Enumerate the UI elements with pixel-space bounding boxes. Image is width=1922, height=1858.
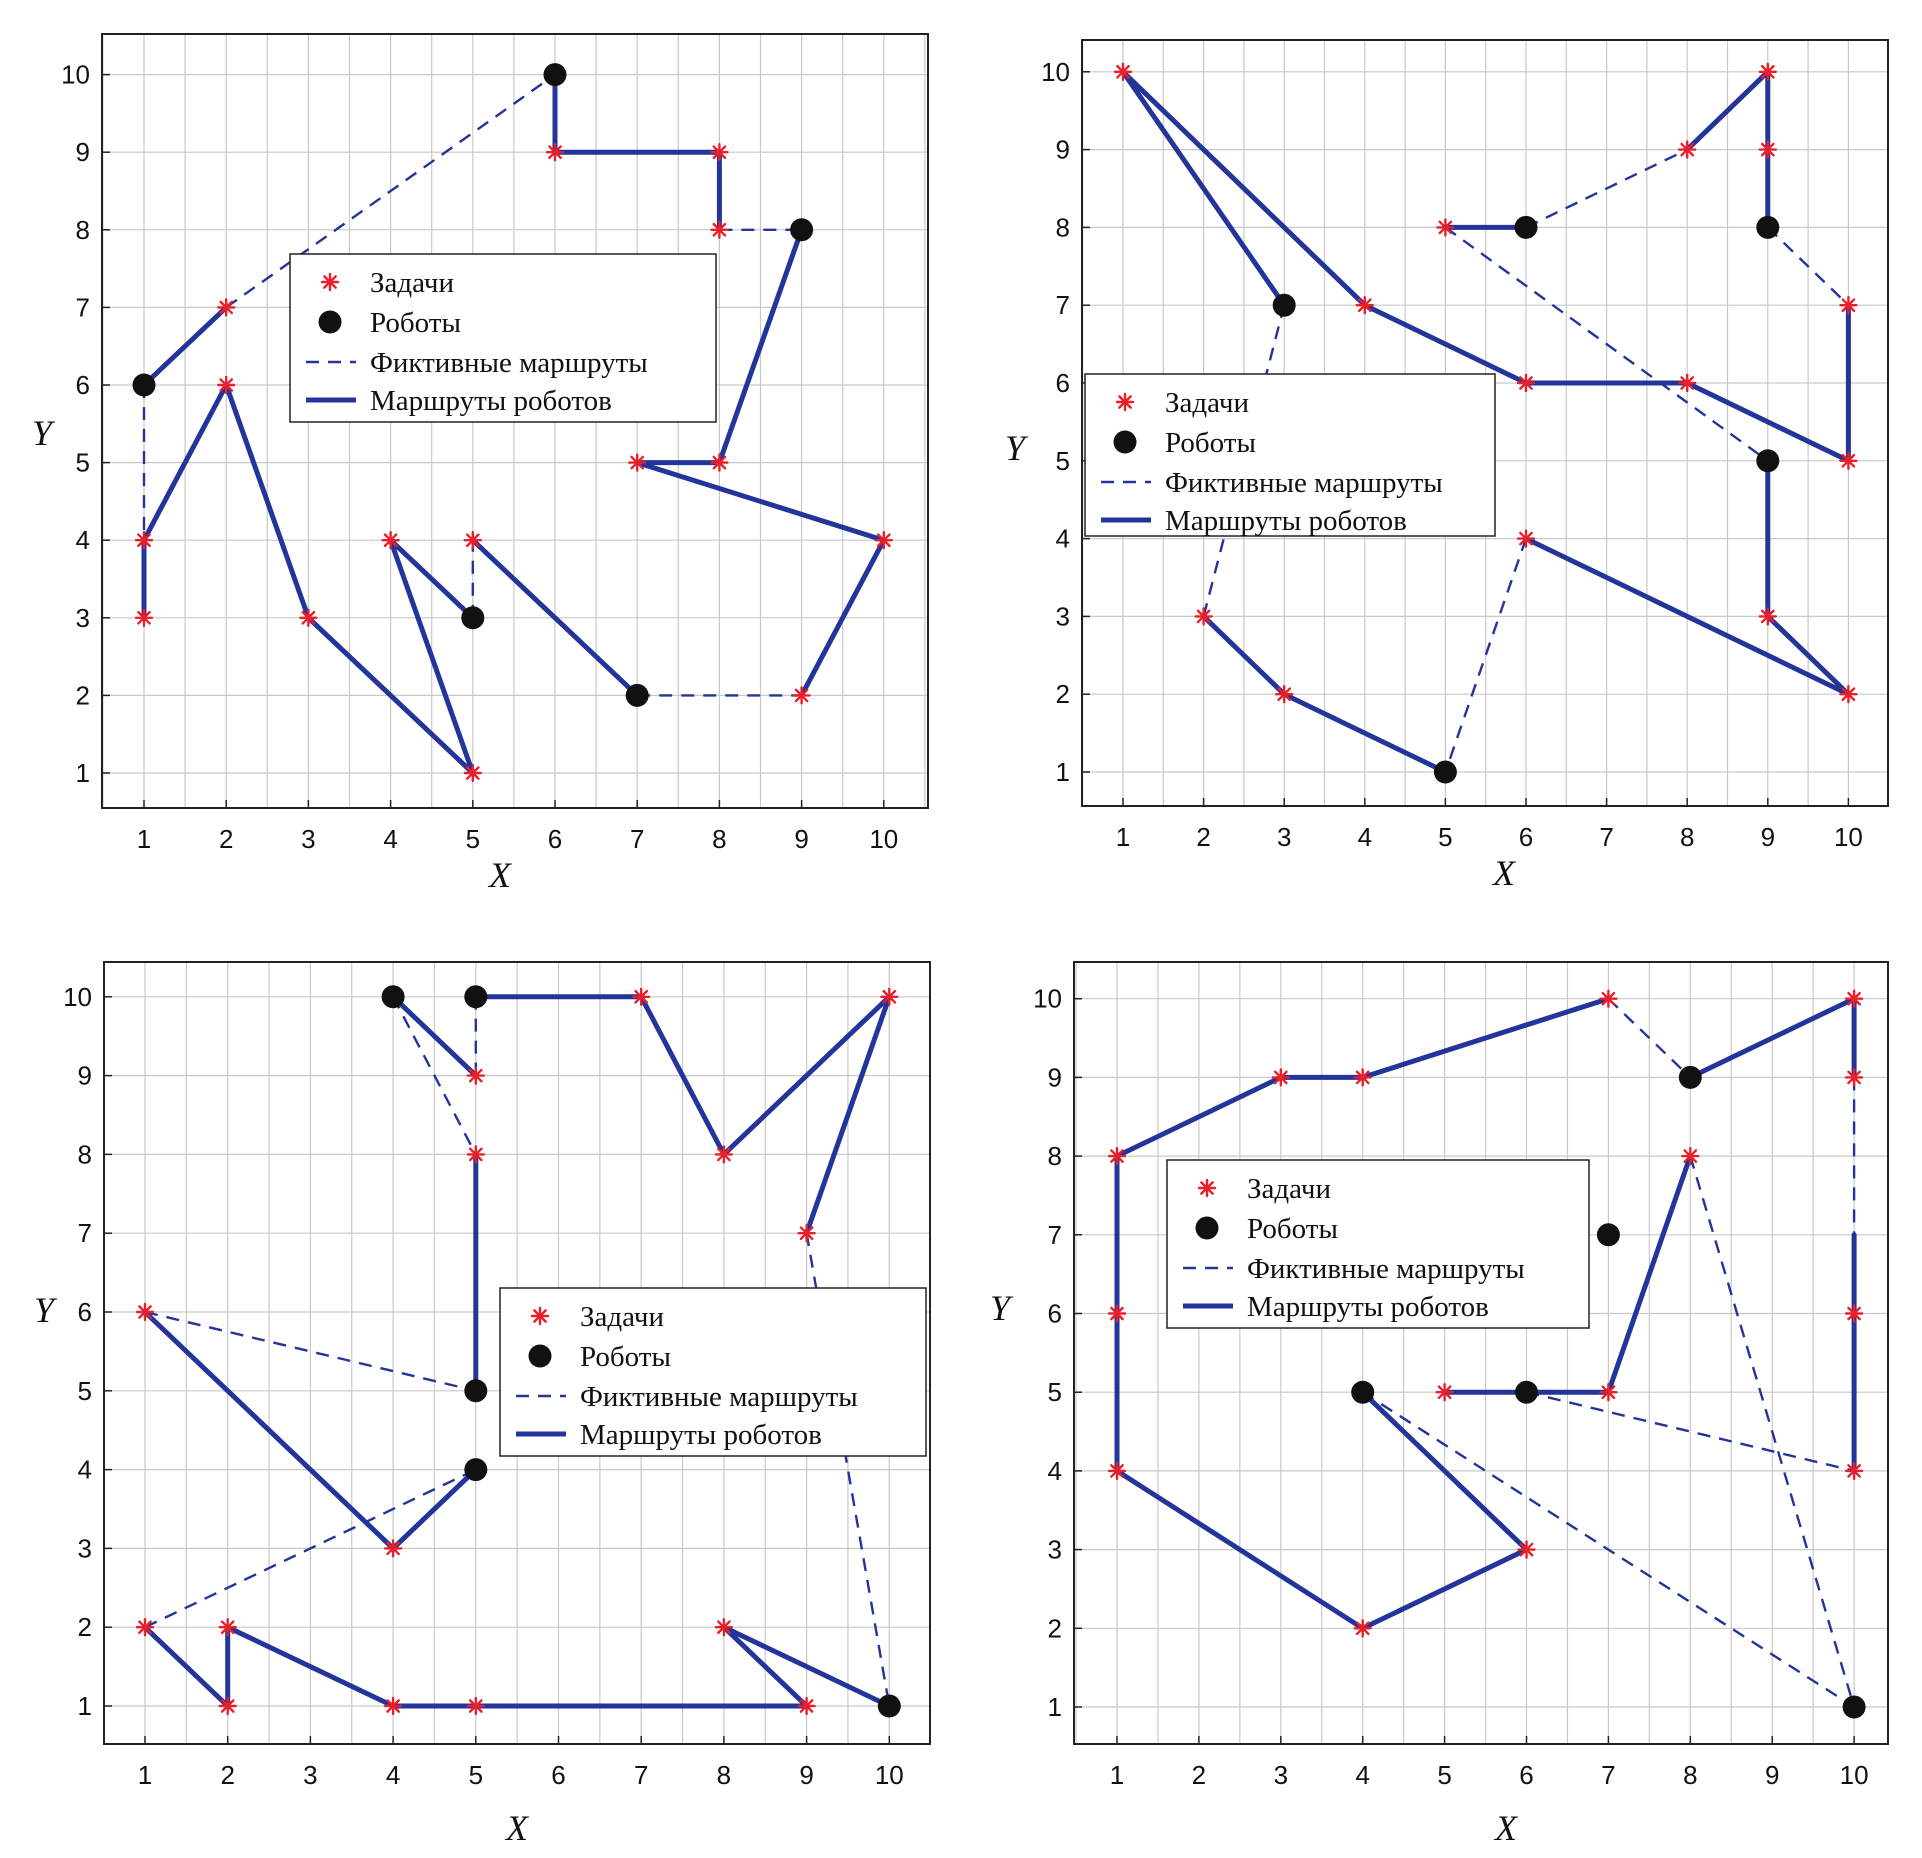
y-tick-label: 4: [77, 1454, 92, 1485]
y-tick-label: 1: [1055, 757, 1070, 787]
y-tick-label: 1: [77, 1691, 92, 1721]
chart-panel-4: [990, 962, 1888, 1848]
task-marker: [629, 455, 645, 471]
y-tick-label: 7: [77, 1218, 92, 1249]
x-tick-label: 3: [1276, 822, 1292, 852]
legend-task-symbol: [1117, 394, 1133, 410]
task-marker: [1760, 142, 1776, 158]
y-tick-label: 6: [1047, 1298, 1062, 1329]
task-marker: [1355, 1069, 1371, 1085]
task-marker: [136, 532, 152, 548]
task-marker: [1519, 1542, 1535, 1558]
x-tick-label: 2: [218, 824, 234, 854]
x-tick-label: 10: [1839, 1760, 1869, 1790]
task-marker: [1840, 686, 1856, 702]
task-marker: [385, 1698, 401, 1714]
legend-label-tasks: Задачи: [580, 1301, 664, 1333]
legend: [500, 1288, 926, 1456]
x-tick-label: 4: [1357, 822, 1373, 852]
task-marker: [1679, 142, 1695, 158]
legend-task-symbol: [322, 274, 338, 290]
x-tick-label: 10: [1833, 822, 1863, 852]
robot-marker: [382, 985, 405, 1008]
y-tick-label: 3: [1047, 1534, 1062, 1565]
robot-marker: [464, 1379, 487, 1402]
task-marker: [1846, 1463, 1862, 1479]
plot-frame: [1074, 962, 1888, 1744]
task-marker: [1760, 64, 1776, 80]
task-marker: [881, 989, 897, 1005]
x-tick-label: 10: [874, 1760, 904, 1790]
x-tick-label: 3: [303, 1760, 318, 1790]
task-marker: [711, 455, 727, 471]
legend-label-tasks: Задачи: [1165, 387, 1249, 419]
y-tick-label: 8: [1055, 212, 1070, 243]
task-marker: [1437, 1384, 1453, 1400]
robot-marker: [464, 1458, 487, 1481]
x-tick-label: 8: [716, 1760, 732, 1790]
y-tick-label: 5: [75, 447, 90, 478]
x-tick-label: 9: [1764, 1760, 1780, 1790]
robot-marker: [1434, 761, 1457, 784]
x-tick-label: 10: [869, 824, 899, 854]
x-tick-label: 9: [799, 1760, 814, 1790]
y-tick-label: 8: [1047, 1141, 1062, 1172]
task-marker: [1518, 531, 1534, 547]
robot-marker: [1515, 1381, 1538, 1404]
x-tick-label: 7: [629, 824, 645, 854]
robot-marker: [1843, 1696, 1866, 1719]
legend-label-robots: Роботы: [580, 1341, 671, 1373]
task-marker: [794, 687, 810, 703]
task-marker: [547, 144, 563, 160]
x-tick-label: 9: [1760, 822, 1776, 852]
task-marker: [1846, 991, 1862, 1007]
x-tick-label: 6: [1519, 1760, 1534, 1790]
legend-label-tasks: Задачи: [1247, 1173, 1331, 1205]
y-tick-label: 7: [1047, 1219, 1062, 1250]
y-tick-label: 6: [77, 1297, 92, 1327]
task-marker: [1276, 686, 1292, 702]
y-tick-label: 7: [75, 292, 90, 323]
y-tick-label: 4: [75, 525, 90, 556]
task-marker: [1115, 64, 1131, 80]
task-marker: [1437, 219, 1453, 235]
task-marker: [1109, 1306, 1125, 1322]
y-tick-label: 9: [1047, 1062, 1062, 1093]
x-tick-label: 5: [1438, 822, 1453, 852]
x-tick-label: 3: [301, 824, 316, 854]
task-marker: [137, 1619, 153, 1635]
y-tick-label: 2: [75, 680, 90, 711]
task-marker: [465, 532, 481, 548]
robot-marker: [878, 1695, 901, 1718]
y-axis-title: Y: [33, 1290, 55, 1330]
legend-robot-symbol: [529, 1345, 552, 1368]
y-tick-label: 7: [1055, 290, 1070, 321]
robot-marker: [626, 684, 649, 707]
x-tick-label: 5: [465, 824, 481, 854]
task-marker: [716, 1619, 732, 1635]
chart-panel-2: [1005, 40, 1888, 893]
legend-label-routes: Маршруты роботов: [370, 385, 612, 417]
x-tick-label: 2: [220, 1760, 235, 1790]
x-axis-title: X: [489, 855, 511, 895]
legend-robot-symbol: [1114, 431, 1137, 454]
x-tick-label: 8: [712, 824, 727, 854]
task-marker: [1355, 1620, 1371, 1636]
x-tick-label: 1: [136, 824, 152, 854]
legend-label-routes: Маршруты роботов: [1165, 505, 1407, 537]
x-tick-label: 4: [383, 824, 398, 854]
legend-task-symbol: [1199, 1180, 1215, 1196]
legend-robot-symbol: [319, 311, 342, 334]
y-tick-label: 9: [1055, 134, 1070, 165]
y-tick-label: 10: [1041, 56, 1070, 87]
task-marker: [218, 377, 234, 393]
y-tick-label: 1: [75, 758, 90, 788]
x-tick-label: 9: [794, 824, 809, 854]
robot-marker: [1597, 1223, 1620, 1246]
robot-marker: [464, 985, 487, 1008]
legend: [1085, 374, 1495, 537]
task-marker: [218, 299, 234, 315]
x-axis-title: X: [1493, 853, 1515, 893]
x-tick-label: 6: [551, 1760, 566, 1790]
x-tick-label: 1: [1115, 822, 1131, 852]
y-tick-label: 6: [1055, 368, 1070, 398]
task-marker: [383, 532, 399, 548]
y-tick-label: 2: [1055, 679, 1070, 710]
legend-label-routes: Маршруты роботов: [1247, 1291, 1489, 1323]
task-marker: [711, 222, 727, 238]
chart-panel-3: [34, 962, 930, 1848]
x-tick-label: 5: [468, 1760, 484, 1790]
legend-label-routes: Маршруты роботов: [580, 1419, 822, 1451]
robot-marker: [1351, 1381, 1374, 1404]
task-marker: [220, 1698, 236, 1714]
legend: [290, 254, 716, 422]
x-tick-label: 6: [1518, 822, 1534, 852]
y-tick-label: 1: [1047, 1692, 1062, 1722]
x-tick-label: 6: [547, 824, 563, 854]
legend-task-symbol: [532, 1308, 548, 1324]
legend-label-fictive: Фиктивные маршруты: [580, 1381, 858, 1413]
task-marker: [468, 1068, 484, 1084]
robot-marker: [1273, 294, 1296, 317]
y-tick-label: 3: [77, 1533, 92, 1564]
task-marker: [716, 1146, 732, 1162]
y-tick-label: 9: [75, 137, 90, 168]
x-axis-title: X: [506, 1808, 528, 1848]
x-axis-title: X: [1495, 1808, 1517, 1848]
robot-marker: [790, 218, 813, 241]
legend-label-robots: Роботы: [370, 307, 461, 339]
y-tick-label: 3: [1055, 601, 1070, 632]
task-marker: [1600, 1384, 1616, 1400]
x-tick-label: 7: [633, 1760, 649, 1790]
chart-panel-1: [32, 34, 928, 895]
y-tick-label: 5: [77, 1375, 92, 1406]
y-axis-title: Y: [31, 413, 53, 453]
task-marker: [1196, 608, 1212, 624]
task-marker: [633, 989, 649, 1005]
task-marker: [220, 1619, 236, 1635]
y-tick-label: 8: [75, 214, 90, 245]
x-tick-label: 7: [1599, 822, 1614, 852]
legend-label-robots: Роботы: [1165, 427, 1256, 459]
task-marker: [799, 1698, 815, 1714]
y-tick-label: 5: [1047, 1377, 1062, 1408]
task-marker: [1273, 1069, 1289, 1085]
task-marker: [1840, 453, 1856, 469]
y-tick-label: 10: [1033, 983, 1062, 1014]
x-tick-label: 2: [1191, 1760, 1207, 1790]
robot-marker: [1679, 1066, 1702, 1089]
legend-label-fictive: Фиктивные маршруты: [370, 347, 648, 379]
legend-label-robots: Роботы: [1247, 1213, 1338, 1245]
robot-marker: [133, 374, 156, 397]
x-tick-label: 7: [1601, 1760, 1616, 1790]
legend-label-fictive: Фиктивные маршруты: [1247, 1253, 1525, 1285]
task-marker: [1357, 297, 1373, 313]
y-tick-label: 2: [1047, 1613, 1062, 1644]
task-marker: [1840, 297, 1856, 313]
task-marker: [1679, 375, 1695, 391]
task-marker: [1846, 1069, 1862, 1085]
grid: [1074, 962, 1888, 1744]
robot-marker: [1515, 216, 1538, 239]
task-marker: [465, 765, 481, 781]
y-tick-label: 6: [75, 370, 90, 400]
task-marker: [136, 610, 152, 626]
task-marker: [799, 1225, 815, 1241]
task-marker: [711, 144, 727, 160]
x-tick-label: 3: [1273, 1760, 1289, 1790]
legend-robot-symbol: [1196, 1217, 1219, 1240]
task-marker: [1109, 1463, 1125, 1479]
y-tick-label: 8: [77, 1139, 92, 1170]
task-marker: [1760, 608, 1776, 624]
task-marker: [385, 1540, 401, 1556]
y-tick-label: 4: [1047, 1455, 1062, 1486]
x-tick-label: 8: [1679, 822, 1695, 852]
y-tick-label: 10: [61, 59, 90, 90]
task-marker: [137, 1304, 153, 1320]
y-tick-label: 4: [1055, 523, 1070, 554]
task-marker: [1846, 1306, 1862, 1322]
y-axis-title: Y: [989, 1288, 1011, 1328]
legend-label-tasks: Задачи: [370, 267, 454, 299]
x-tick-label: 8: [1683, 1760, 1698, 1790]
robot-marker: [461, 606, 484, 629]
x-tick-label: 1: [1109, 1760, 1125, 1790]
robot-marker: [1756, 449, 1779, 472]
robot-marker: [1756, 216, 1779, 239]
x-tick-label: 4: [385, 1760, 401, 1790]
legend-label-fictive: Фиктивные маршруты: [1165, 467, 1443, 499]
task-marker: [300, 610, 316, 626]
x-tick-label: 1: [137, 1760, 153, 1790]
x-tick-label: 2: [1196, 822, 1211, 852]
task-marker: [1600, 991, 1616, 1007]
task-marker: [1109, 1148, 1125, 1164]
legend: [1167, 1160, 1589, 1328]
task-marker: [468, 1146, 484, 1162]
y-tick-label: 10: [63, 981, 92, 1012]
y-tick-label: 5: [1055, 445, 1070, 476]
y-tick-label: 2: [77, 1612, 92, 1643]
y-tick-label: 3: [75, 602, 90, 633]
robot-marker: [544, 63, 567, 86]
task-marker: [468, 1698, 484, 1714]
task-marker: [1682, 1148, 1698, 1164]
task-marker: [876, 532, 892, 548]
x-tick-label: 4: [1355, 1760, 1370, 1790]
task-marker: [1518, 375, 1534, 391]
x-tick-label: 5: [1437, 1760, 1452, 1790]
y-tick-label: 9: [77, 1060, 92, 1091]
y-axis-title: Y: [1004, 428, 1026, 468]
